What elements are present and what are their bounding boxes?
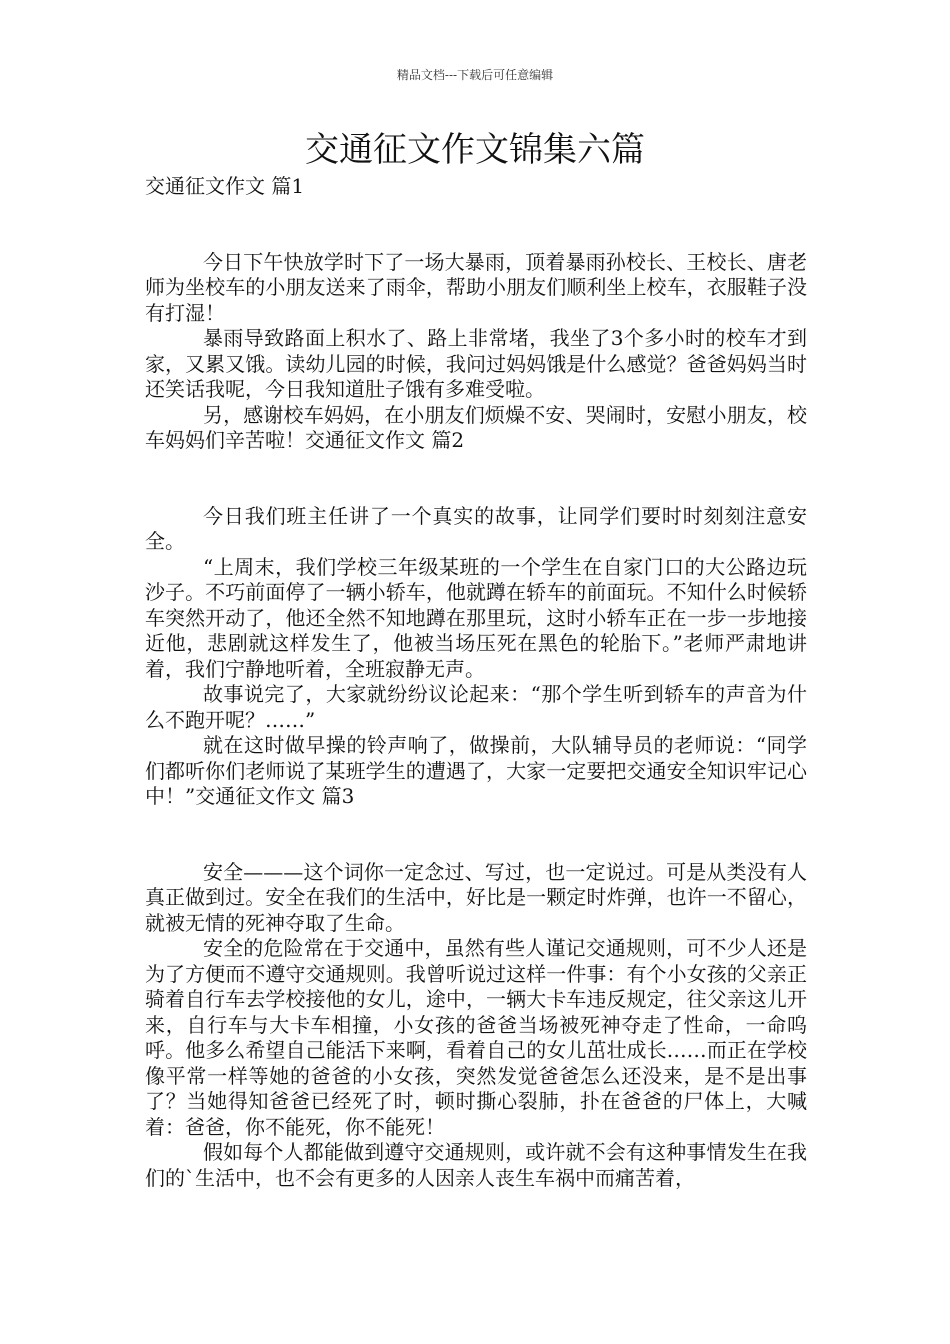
page-header: 精品文档---下载后可任意编辑	[396, 68, 554, 82]
section-label: 交通征文作文 篇1	[145, 174, 305, 198]
paragraph: 暴雨导致路面上积水了、路上非常堵，我坐了3个多小时的校车才到家，又累又饿。读幼儿园的时候，我问过妈妈饿是什么感觉？爸爸妈妈当时还笑话我呢，今日我知道肚子饿有多难受啦。	[145, 326, 807, 401]
paragraph: 今日我们班主任讲了一个真实的故事，让同学们要时时刻刻注意安全。	[145, 503, 807, 553]
paragraph: 就在这时做早操的铃声响了，做操前，大队辅导员的老师说：“同学们都听你们老师说了某班学生的遭遇了，大家一定要把交通安全知识牢记心中！”交通征文作文 篇3	[145, 733, 807, 808]
spacer	[145, 810, 807, 860]
document-title: 交通征文作文锦集六篇	[305, 130, 645, 170]
paragraph: 安全的危险常在于交通中，虽然有些人谨记交通规则，可不少人还是为了方便而不遵守交通规则。我曾听说过这样一件事：有个小女孩的父亲正骑着自行车去学校接他的女儿，途中，一辆大卡车违反规定，往父亲这儿开来，自行车与大卡车相撞，小女孩的爸爸当场被死神夺走了性命，一命呜呼。他多么希望自己能活下来啊，看着自己的女儿茁壮成长……而正在学校像平常一样等她的爸爸的小女孩，突然发觉爸爸怎么还没来，是不是出事了？当她得知爸爸已经死了时，顿时撕心裂肺，扑在爸爸的尸体上，大喊着：爸爸，你不能死，你不能死！	[145, 936, 807, 1139]
spacer	[145, 454, 807, 504]
paragraph: 今日下午快放学时下了一场大暴雨，顶着暴雨孙校长、王校长、唐老师为坐校车的小朋友送来了雨伞，帮助小朋友们顺利坐上校车，衣服鞋子没有打湿！	[145, 249, 807, 325]
paragraph: 另，感谢校车妈妈，在小朋友们烦燥不安、哭闹时，安慰小朋友，校车妈妈们辛苦啦！交通征文作文 篇2	[145, 402, 807, 452]
paragraph: 故事说完了，大家就纷纷议论起来：“那个学生听到轿车的声音为什么不跑开呢？……”	[145, 682, 807, 732]
spacer	[145, 200, 807, 250]
paragraph: 假如每个人都能做到遵守交通规则，或许就不会有这种事情发生在我们的`生活中，也不会有更多的人因亲人丧生车祸中而痛苦着，	[145, 1140, 807, 1190]
document-body	[145, 174, 807, 1191]
paragraph: “上周末，我们学校三年级某班的一个学生在自家门口的大公路边玩沙子。不巧前面停了一辆小轿车，他就蹲在轿车的前面玩。不知什么时候轿车突然开动了，他还全然不知地蹲在那里玩，这时小轿车正在一步一步地接近他，悲剧就这样发生了，他被当场压死在黑色的轮胎下。”老师严肃地讲着，我们宁静地听着，全班寂静无声。	[145, 554, 807, 681]
paragraph: 安全———这个词你一定念过、写过，也一定说过。可是从类没有人真正做到过。安全在我们的生活中，好比是一颗定时炸弹，也许一不留心，就被无情的死神夺取了生命。	[145, 859, 807, 935]
